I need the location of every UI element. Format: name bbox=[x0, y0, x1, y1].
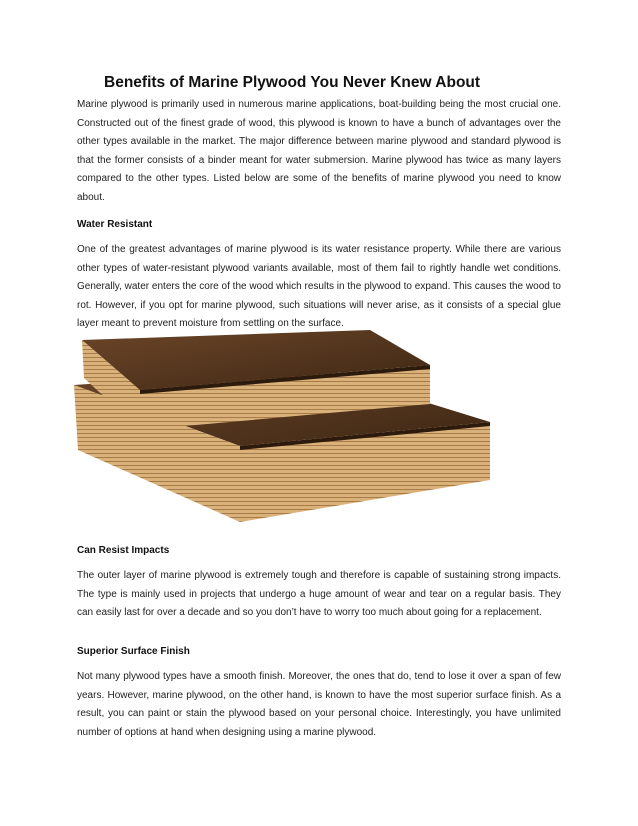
page-title: Benefits of Marine Plywood You Never Knew About bbox=[104, 74, 481, 91]
section-heading-superior-surface-finish: Superior Surface Finish bbox=[77, 646, 190, 657]
section-heading-can-resist-impacts: Can Resist Impacts bbox=[77, 545, 170, 556]
section-body-water-resistant: One of the greatest advantages of marine plywood is its water resistance property. While there are various other types of water-resistant plywood variants available, most of them fail to rightly handle wet conditions. Generally, water enters the core of the wood which results in the plywood to expand. This causes the wood to rot. However, if you opt for marine plywood, such situations will never arise, as it consists of a special glue layer meant to prevent moisture from settling on the surface. bbox=[77, 244, 561, 330]
section-body-superior-surface-finish: Not many plywood types have a smooth finish. Moreover, the ones that do, tend to lose it over a span of few years. However, marine plywood, on the other hand, is known to have the most superior surface finish. As a result, you can paint or stain the plywood based on your personal choice. Interestingly, you have unlimited number of options at hand when designing using a marine plywood. bbox=[77, 671, 561, 738]
section-heading-water-resistant: Water Resistant bbox=[77, 219, 153, 230]
section-body-can-resist-impacts: The outer layer of marine plywood is extremely tough and therefore is capable of sustaining strong impacts. The type is mainly used in projects that undergo a huge amount of wear and tear on a regular basis. They can easily last for over a decade and so you don’t have to worry too much about going for a replacement. bbox=[77, 570, 561, 619]
plywood-photo bbox=[70, 330, 500, 530]
intro-paragraph: Marine plywood is primarily used in numerous marine applications, boat-building being the most crucial one. Constructed out of the finest grade of wood, this plywood is known to have a bunch of advantages over the other types available in the market. The major difference between marine plywood and standard plywood is that the former consists of a binder meant for water submersion. Marine plywood has twice as many layers compared to the other types. Listed below are some of the benefits of marine plywood you need to know about. bbox=[77, 99, 561, 203]
